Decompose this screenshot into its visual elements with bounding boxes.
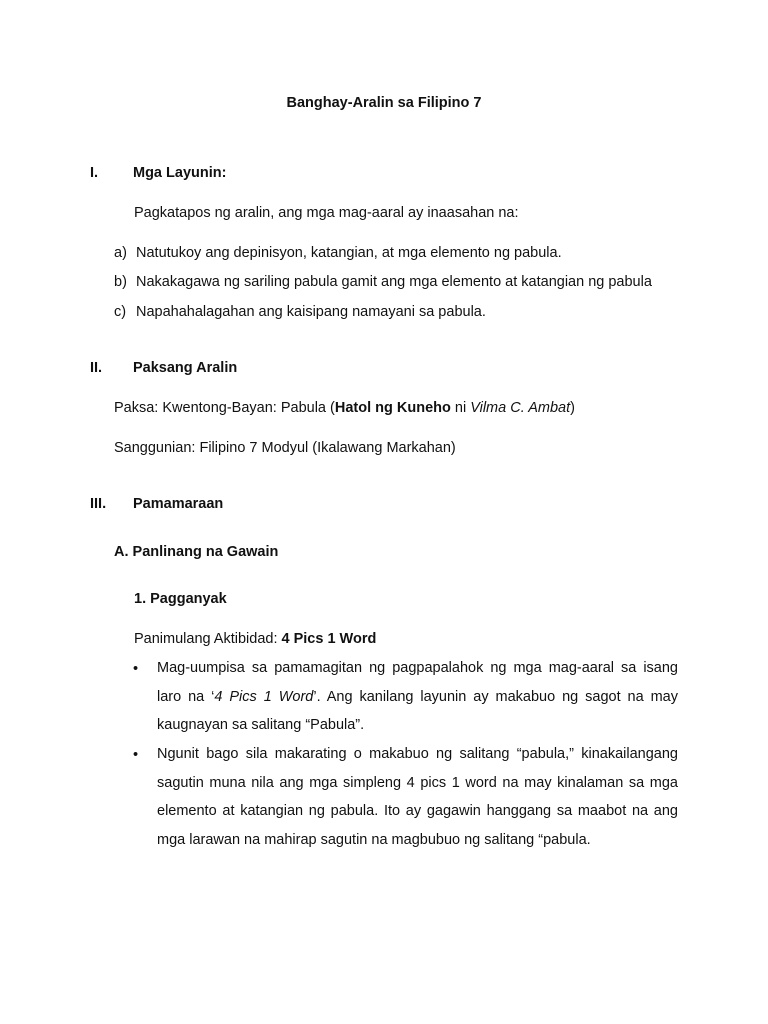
paksa-suffix: )	[570, 400, 575, 416]
section-3-title: Pamamaraan	[133, 496, 224, 512]
bullet-2-symbol: •	[133, 747, 139, 763]
paksa-prefix: Paksa: Kwentong-Bayan: Pabula (	[114, 400, 335, 416]
objective-text-c: Napahahalagahan ang kaisipang namayani sa pabula.	[136, 304, 486, 320]
section-2-numeral: II.	[90, 360, 103, 376]
paksa-line	[114, 400, 575, 416]
section-1-title: Mga Layunin:	[133, 165, 227, 181]
bullet-1-text	[157, 654, 678, 740]
paksa-author: Vilma C. Ambat	[470, 400, 571, 416]
activity-line	[134, 631, 376, 647]
bullet-1-part2: ’. Ang kanilang layunin ay makabuo ng sagot na may kaugnayan sa salitang “Pabula”.	[157, 688, 678, 733]
section-1-numeral: I.	[90, 165, 99, 181]
objective-marker-b: b)	[114, 274, 127, 290]
bullet-1-italic: 4 Pics 1 Word	[214, 688, 314, 705]
objective-marker-c: c)	[114, 304, 127, 320]
subsection-a-title: A. Panlinang na Gawain	[114, 544, 279, 560]
section-3-numeral: III.	[90, 496, 107, 512]
objectives-intro: Pagkatapos ng aralin, ang mga mag-aaral ay inaasahan na:	[134, 205, 519, 221]
step-1-title: 1. Pagganyak	[134, 591, 227, 607]
activity-name: 4 Pics 1 Word	[281, 631, 377, 647]
sanggunian-line: Sanggunian: Filipino 7 Modyul (Ikalawang Markahan)	[114, 440, 456, 456]
objective-text-b: Nakakagawa ng sariling pabula gamit ang mga elemento at katangian ng pabula	[136, 274, 652, 290]
bullet-2-text: Ngunit bago sila makarating o makabuo ng salitang “pabula,” kinakailangang sagutin muna nila ang mga simpleng 4 pics 1 word na may kinalaman sa mga elemento at katangian ng pabula. Ito ay gagawin hanggang sa maabot na ang mga larawan na mahirap sagutin na magbubuo ng salitang “pabula.	[157, 746, 678, 848]
activity-prefix: Panimulang Aktibidad:	[134, 631, 282, 647]
bullet-1-symbol: •	[133, 661, 139, 677]
document-title: Banghay-Aralin sa Filipino 7	[286, 95, 482, 111]
paksa-story-title: Hatol ng Kuneho	[334, 400, 451, 416]
bullet-1-part1: Mag-uumpisa sa pamamagitan ng pagpapalahok ng mga mag-aaral sa isang laro na ‘	[157, 660, 678, 705]
objective-marker-a: a)	[114, 245, 127, 261]
paksa-ni: ni	[450, 400, 471, 416]
objective-text-a: Natutukoy ang depinisyon, katangian, at mga elemento ng pabula.	[136, 245, 562, 261]
section-2-title: Paksang Aralin	[133, 360, 238, 376]
